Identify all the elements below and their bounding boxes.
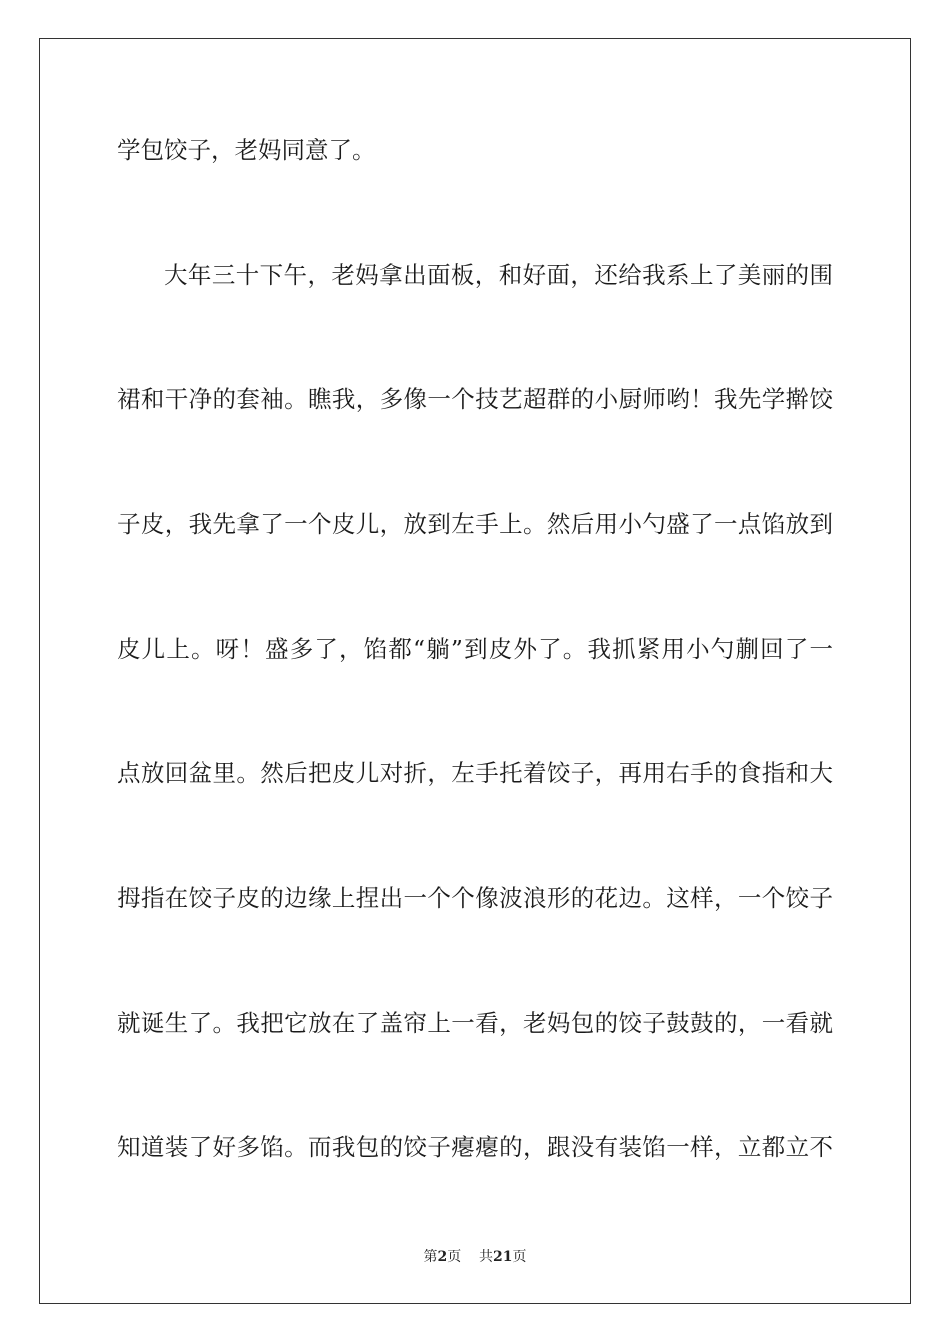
- paragraph-line-8: 就诞生了。我把它放在了盖帘上一看，老妈包的饺子鼓鼓的，一看就: [117, 1009, 833, 1037]
- paragraph-line-7: 拇指在饺子皮的边缘上捏出一个个像波浪形的花边。这样，一个饺子: [117, 884, 833, 912]
- paragraph-line-3: 裙和干净的套袖。瞧我，多像一个技艺超群的小厨师哟！我先学擀饺: [117, 385, 833, 413]
- footer-page-suffix: 页: [447, 1249, 462, 1265]
- paragraph-line-6: 点放回盆里。然后把皮儿对折，左手托着饺子，再用右手的食指和大: [117, 759, 833, 787]
- footer-total-pages: 21: [493, 1249, 513, 1265]
- paragraph-line-1: 学包饺子，老妈同意了。: [117, 136, 376, 164]
- page-border: [39, 38, 911, 1304]
- footer-page-prefix: 第: [423, 1249, 438, 1265]
- page-footer: [0, 1247, 950, 1267]
- footer-total-suffix: 页: [512, 1249, 527, 1265]
- paragraph-line-9: 知道装了好多馅。而我包的饺子瘪瘪的，跟没有装馅一样，立都立不: [117, 1133, 833, 1161]
- footer-total-prefix: 共: [479, 1249, 494, 1265]
- paragraph-line-2: 大年三十下午，老妈拿出面板，和好面，还给我系上了美丽的围: [164, 261, 833, 289]
- paragraph-line-5: 皮儿上。呀！盛多了，馅都“躺”到皮外了。我抓紧用小勺蒯回了一: [117, 635, 833, 663]
- footer-page-number: 2: [437, 1249, 448, 1265]
- paragraph-line-4: 子皮，我先拿了一个皮儿，放到左手上。然后用小勺盛了一点馅放到: [117, 510, 833, 538]
